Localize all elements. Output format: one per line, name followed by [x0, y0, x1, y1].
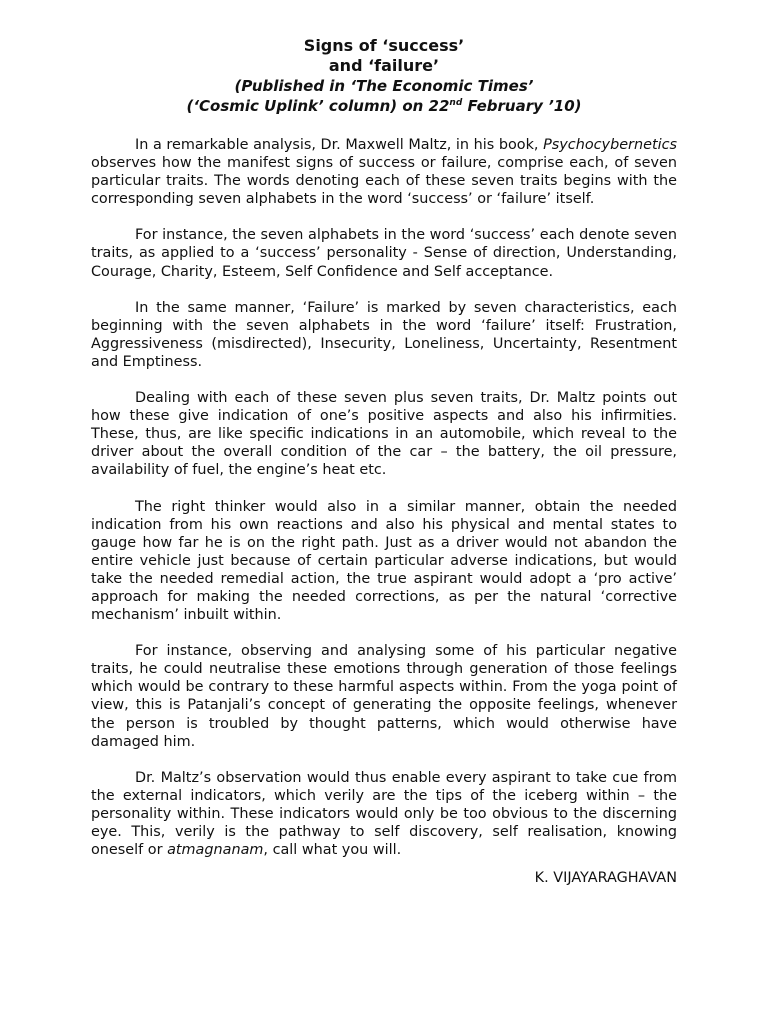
- paragraph-3: In the same manner, ‘Failure’ is marked by seven characteristics, each beginning with the seven alphabets in the word ‘failure’ itself: Frustration, Aggressiveness (misdirected), Insecurity, Loneliness, Uncertainty, Resentment and Emptiness.: [91, 299, 677, 370]
- paragraph-7-text-a: Dr. Maltz’s observation would thus enable every aspirant to take cue from the external indicators, which verily are the tips of the iceberg within – the personality within. These indicators would only be too obvious to the discerning eye. This, verily is the pathway to self discovery, self realisation, knowing oneself or: [91, 769, 677, 859]
- sanskrit-term: atmagnanam: [167, 842, 264, 859]
- publication-note: [91, 76, 677, 116]
- title-line-2: and ‘failure’: [328, 56, 440, 75]
- column-line-post: February ’10): [462, 97, 582, 115]
- paragraph-2: For instance, the seven alphabets in the word ‘success’ each denote seven traits, as applied to a ‘success’ personality - Sense of direction, Understanding, Courage, Charity, Esteem, Self Confidence and Self acceptance.: [91, 227, 677, 280]
- article-title: [91, 36, 677, 76]
- author-signature: K. VIJAYARAGHAVAN: [534, 870, 677, 887]
- paragraph-1-text-a: In a remarkable analysis, Dr. Maxwell Maltz, in his book,: [135, 137, 544, 153]
- paragraph-4: Dealing with each of these seven plus seven traits, Dr. Maltz points out how these give indication of one’s positive aspects and also his infirmities. These, thus, are like specific indications in an automobile, which reveal to the driver about the overall condition of the car – the battery, the oil pressure, availability of fuel, the engine’s heat etc.: [91, 390, 677, 479]
- article-body: [91, 136, 677, 859]
- ordinal-suffix: nd: [449, 98, 463, 108]
- paragraph-6: For instance, observing and analysing some of his particular negative traits, he could neutralise these emotions through generation of those feelings which would be contrary to these harmful aspects within. From the yoga point of view, this is Patanjali’s concept of generating the opposite feelings, whenever the person is troubled by thought patterns, which would otherwise have damaged him.: [91, 643, 677, 750]
- paragraph-1-text-b: observes how the manifest signs of success or failure, comprise each, of seven particular traits. The words denoting each of these seven traits begins with the corresponding seven alphabets in the word ‘success’ or ‘failure’ itself.: [91, 155, 677, 208]
- published-line: (Published in ‘The Economic Times’: [234, 77, 534, 95]
- article-header: [91, 36, 677, 116]
- paragraph-7-text-b: , call what you will.: [263, 842, 402, 859]
- paragraph-5: The right thinker would also in a similar manner, obtain the needed indication from his own reactions and also his physical and mental states to gauge how far he is on the right path. Just as a driver would not abandon the entire vehicle just because of certain particular adverse indications, but would take the needed remedial action, the true aspirant would adopt a ‘pro active’ approach for making the needed corrections, as per the natural ‘corrective mechanism’ inbuilt within.: [91, 498, 677, 624]
- book-title: Psychocybernetics: [543, 137, 677, 153]
- title-line-1: Signs of ‘success’: [303, 36, 465, 55]
- paragraph-1: [91, 136, 677, 208]
- paragraph-7: [91, 769, 677, 859]
- column-line: [91, 96, 677, 116]
- column-line-pre: (‘Cosmic Uplink’ column) on 22: [186, 97, 450, 115]
